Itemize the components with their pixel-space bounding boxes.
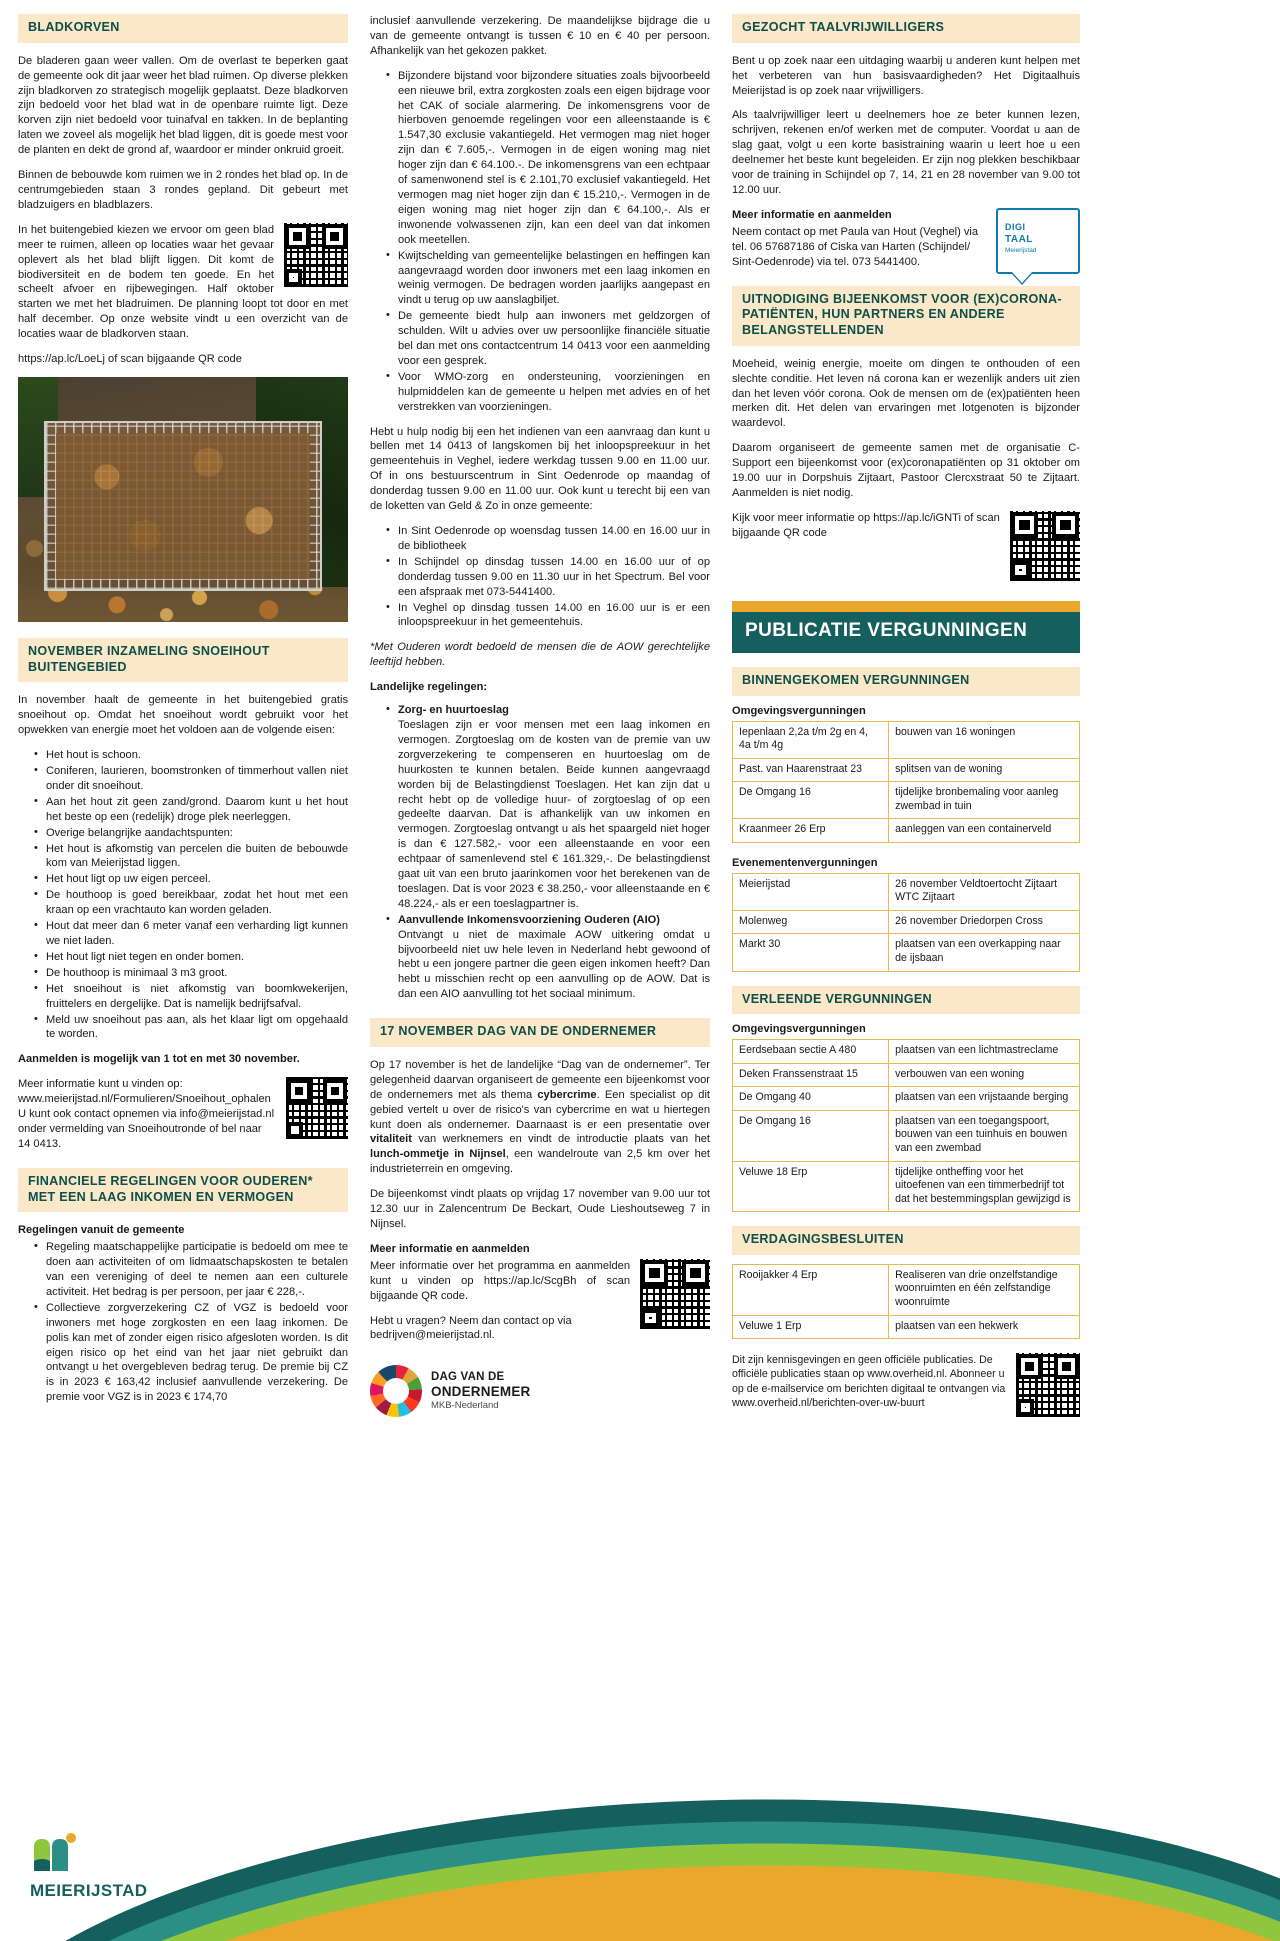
section-heading-verleende-vergunningen: VERLEENDE VERGUNNINGEN bbox=[732, 986, 1080, 1015]
financieel-subheading: Regelingen vanuit de gemeente bbox=[18, 1224, 185, 1237]
regeling-title: Aanvullende Inkomensvoorziening Ouderen (AIO) bbox=[398, 913, 660, 926]
corona-paragraph-1: Moeheid, weinig energie, moeite om dingen te onthouden of een slechte conditie. Het leven ná corona kan er wezenlijk anders uit zien dan het leven vóór corona. Ook de mensen om de (ex)patiënten heen merken dit. Het delen van ervaringen met lotgenoten is bijzonder waardevol. bbox=[732, 357, 1080, 430]
list-item: • De gemeente biedt hulp aan inwoners met geldzorgen of schulden. Wilt u advies over uw persoonlijke financiële situatie bel dan met ons contactcentrum 14 0413 voor een aanmelding voor een gesprek. bbox=[386, 309, 710, 369]
section-heading-taalvrijwilligers: GEZOCHT TAALVRIJWILLIGERS bbox=[732, 14, 1080, 43]
middle-column bbox=[370, 14, 710, 1417]
list-item: • Coniferen, laurieren, boomstronken of timmerhout vallen niet onder dit snoeihout. bbox=[34, 764, 348, 794]
banner-accent-bar bbox=[732, 601, 1080, 612]
table-caption-evenementenvergunningen: Evenementenvergunningen bbox=[732, 856, 878, 869]
landelijke-regelingen-list bbox=[370, 703, 710, 1002]
landelijke-regelingen-subheading: Landelijke regelingen: bbox=[370, 681, 488, 694]
table-row bbox=[733, 1063, 1080, 1087]
snoeihout-intro: In november haalt de gemeente in het buitengebied gratis snoeihout op. Omdat het snoeihout wordt gebruikt voor het opwekken van energie moet het voldoen aan de volgende eisen: bbox=[18, 694, 348, 737]
list-item: • Meld uw snoeihout pas aan, als het klaar ligt om opgehaald te worden. bbox=[34, 1013, 348, 1043]
list-item: • Het hout ligt niet tegen en onder bomen. bbox=[34, 950, 348, 965]
ondernemer-p1-b: cybercrime bbox=[537, 1088, 597, 1101]
table-cell-description: plaatsen van een toegangspoort, bouwen van een tuinhuis en bouwen van een zwembad bbox=[889, 1110, 1080, 1161]
financieel-continuation: inclusief aanvullende verzekering. De maandelijkse bijdrage die u van de gemeente ontvangt is tussen € 10 en € 40 per persoon. Afhankelijk van het gekozen pakket. bbox=[370, 15, 710, 57]
table-caption-omgevingsvergunningen-verleend: Omgevingsvergunningen bbox=[732, 1023, 866, 1036]
section-heading-binnengekomen-vergunningen: BINNENGEKOMEN VERGUNNINGEN bbox=[732, 667, 1080, 696]
list-item: • Overige belangrijke aandachtspunten: bbox=[34, 826, 348, 841]
ondernemer-p1-f: lunch-ommetje in Nijnsel bbox=[370, 1148, 506, 1161]
table-row bbox=[733, 782, 1080, 819]
taalvrijwilligers-subheading: Meer informatie en aanmelden bbox=[732, 208, 892, 221]
list-item: • Het snoeihout is niet afkomstig van boomkwekerijen, fruittelers en dergelijke. Dat is namelijk bedrijfsafval. bbox=[34, 982, 348, 1012]
table-cell-description: tijdelijke bronbemaling voor aanleg zwembad in tuin bbox=[889, 782, 1080, 819]
list-item: • Kwijtschelding van gemeentelijke belastingen en heffingen kan aangevraagd worden door inwoners met een laag inkomen en weinig vermogen. De bedragen worden jaarlijks aangepast en vindt u terug op uw aanslagbiljet. bbox=[386, 249, 710, 309]
banner-title: PUBLICATIE VERGUNNINGEN bbox=[732, 612, 1080, 653]
meierijstad-mark-icon bbox=[30, 1831, 78, 1875]
qr-code-corona[interactable] bbox=[1010, 511, 1080, 581]
list-item: • Regeling maatschappelijke participatie is bedoeld om mee te doen aan activiteiten of om lidmaatschapskosten te betalen van een vereniging of deel te nemen aan een culturele activiteit. Het bedrag is per persoon, per jaar € 228,-. bbox=[34, 1240, 348, 1300]
table-cell-description: bouwen van 16 woningen bbox=[889, 721, 1080, 758]
table-cell-location: Past. van Haarenstraat 23 bbox=[733, 758, 889, 782]
bladkorven-paragraph-1: De bladeren gaan weer vallen. Om de overlast te beperken gaat de gemeente ook dit jaar weer het blad ruimen. Op diverse plekken zijn bladkorven zo strategisch mogelijk geplaatst. Deze bladkorven zijn bedoeld voor het blad wat in de openbare ruimte ligt. Deze korven zijn niet bedoeld voor tuinafval en takken. In de beplanting laten we zoveel als mogelijk het blad liggen, dit is goede mest voor de planten en dekt de grond af, waardoor er minder onkruid groeit. bbox=[18, 54, 348, 157]
table-row bbox=[733, 873, 1080, 910]
list-item: • De houthoop is minimaal 3 m3 groot. bbox=[34, 966, 348, 981]
sdg-wheel-icon bbox=[370, 1365, 422, 1417]
table-cell-location: Molenweg bbox=[733, 910, 889, 934]
list-item bbox=[386, 913, 710, 1002]
ondernemer-p1-a: Op 17 november is het de landelijke “Dag van de ondernemer”. Ter gelegenheid daarvan organiseert de gemeente een bijeenkomst voor de ondernemers met als thema bbox=[370, 1058, 710, 1101]
table-cell-description: 26 november Veldtoertocht Zijtaart WTC Zijtaart bbox=[889, 873, 1080, 910]
table-row bbox=[733, 1040, 1080, 1064]
table-cell-location: Kraanmeer 26 Erp bbox=[733, 819, 889, 843]
table-verdagingsbesluiten bbox=[732, 1264, 1080, 1339]
digitaal-huis-logo bbox=[996, 208, 1080, 274]
taalvrijwilligers-paragraph-3: Neem contact op met Paula van Hout (Veghel) via tel. 06 57687186 of Ciska van Harten (Schijndel/ Sint-Oedenrode) via tel. 073 5441400. bbox=[732, 225, 979, 268]
table-cell-location: Veluwe 1 Erp bbox=[733, 1315, 889, 1339]
table-cell-location: Meierijstad bbox=[733, 873, 889, 910]
financieel-gemeente-list bbox=[18, 1240, 348, 1405]
snoeihout-requirements-list bbox=[18, 748, 348, 1042]
snoeihout-contact-with-qr bbox=[18, 1077, 348, 1162]
table-cell-description: Realiseren van drie onzelfstandige woonruimten en één zelfstandige woonruimte bbox=[889, 1264, 1080, 1315]
list-item: • Het hout is afkomstig van percelen die buiten de bebouwde kom van Meierijstad liggen. bbox=[34, 842, 348, 872]
loket-list bbox=[370, 524, 710, 630]
bladkorven-paragraph-3: In het buitengebied kiezen we ervoor om geen blad meer te ruimen, alleen op locaties waar het gevaar oplevert als het blad blijft liggen. Dit komt de biodiversiteit en de bodem ten goede. En het scheelt afvoer en rijbewegingen. Half oktober starten we met het bladruimen. De planning loopt tot door en met half december. Op onze website vindt u een overzicht van de locaties waar de bladkorven staan. bbox=[18, 223, 348, 341]
publicatie-disclaimer: Dit zijn kennisgevingen en geen officiële publicaties. De officiële publicaties staan op www.overheid.nl. Abonneer u op de e-mailservice om berichten digitaal te ontvangen via www.overheid.nl/berichten-over-uw-buurt bbox=[732, 1354, 1006, 1409]
section-heading-dag-van-de-ondernemer: 17 NOVEMBER DAG VAN DE ONDERNEMER bbox=[370, 1018, 710, 1047]
snoeihout-deadline: Aanmelden is mogelijk van 1 tot en met 30 november. bbox=[18, 1053, 300, 1066]
ondernemer-paragraph-1 bbox=[370, 1058, 710, 1177]
ondernemer-paragraph-2: De bijeenkomst vindt plaats op vrijdag 17 november van 9.00 uur tot 12.30 uur in Zalencentrum De Beckart, Oude Lieshoutseweg 7 in Nijnsel. bbox=[370, 1188, 710, 1230]
table-cell-description: plaatsen van een overkapping naar de ijsbaan bbox=[889, 934, 1080, 971]
table-row bbox=[733, 758, 1080, 782]
dvo-logo-line2: ONDERNEMER bbox=[431, 1383, 531, 1399]
table-row bbox=[733, 721, 1080, 758]
table-cell-location: De Omgang 40 bbox=[733, 1087, 889, 1111]
section-heading-corona-bijeenkomst: UITNODIGING BIJEENKOMST VOOR (EX)CORONA-PATIËNTEN, HUN PARTNERS EN ANDERE BELANGSTELLENDEN bbox=[732, 286, 1080, 346]
table-cell-description: tijdelijke ontheffing voor het uitoefenen van een timmerbedrijf tot dat het bestemmingsplan gewijzigd is bbox=[889, 1161, 1080, 1212]
publicatie-vergunningen-banner bbox=[732, 601, 1080, 653]
taalvrijwilligers-paragraph-1: Bent u op zoek naar een uitdaging waarbij u anderen kunt helpen met het verbeteren van hun basisvaardigheden? Het Digitaalhuis Meierijstad is op zoek naar vrijwilligers. bbox=[732, 54, 1080, 97]
taalvrijwilligers-paragraph-2: Als taalvrijwilliger leert u deelnemers hoe ze beter kunnen lezen, schrijven, rekenen en/of werken met de computer. Voordat u aan de slag gaat, volgt u een korte basistraining waarin u leert hoe u een deelnemer het beste kunt begeleiden. Er zijn nog plekken beschikbaar voor de training in Schijndel op 7, 14, 21 en 28 november van 9.00 tot 12.00 uur. bbox=[732, 109, 1080, 196]
table-cell-location: Markt 30 bbox=[733, 934, 889, 971]
section-heading-verdagingsbesluiten: VERDAGINGSBESLUITEN bbox=[732, 1226, 1080, 1255]
financieel-extra-list bbox=[370, 69, 710, 415]
table-row bbox=[733, 1110, 1080, 1161]
bladkorf-photo bbox=[18, 377, 348, 622]
table-caption-omgevingsvergunningen-binnengekomen: Omgevingsvergunningen bbox=[732, 704, 866, 717]
right-column bbox=[732, 14, 1080, 1421]
table-cell-description: aanleggen van een containerveld bbox=[889, 819, 1080, 843]
table-cell-location: Veluwe 18 Erp bbox=[733, 1161, 889, 1212]
table-cell-description: 26 november Driedorpen Cross bbox=[889, 910, 1080, 934]
page-footer bbox=[0, 1791, 1280, 1941]
corona-info-with-qr bbox=[732, 511, 1080, 585]
table-evenementenvergunningen bbox=[732, 873, 1080, 972]
dhuis-line1: DIGI bbox=[1005, 221, 1026, 232]
table-cell-location: Deken Franssenstraat 15 bbox=[733, 1063, 889, 1087]
list-item: • In Schijndel op dinsdag tussen 14.00 en 16.00 uur of op donderdag tussen 9.00 en 11.30 uur in het Spectrum. Bel voor een afspraak met 073-5441400. bbox=[386, 555, 710, 600]
list-item: • Bijzondere bijstand voor bijzondere situaties zoals bijvoorbeeld een nieuwe bril, extra zorgkosten zoals een eigen bijdrage voor het CAK of sociale alarmering. De inkomensgrens voor de hierboven genoemde regelingen voor een alleenstaande is € 1.547,30 exclusie vakantiegeld. Het vermogen mag niet hoger zijn dan € 7.605,-. Vermogen in de eigen woning mag niet hoger zijn dan € 64.100.-. De inkomensgrens van een echtpaar of samenwonend stel is € 2.101,70 exclusief vakantiegeld. Het vermogen mag niet hoger zijn dan € 15.210,-. Vermogen in de eigen woning mag niet hoger zijn dan € 64.100,-. Als er inwonende volwassenen zijn, kan een deel van dat inkomen ook meetellen. bbox=[386, 69, 710, 248]
list-item: • Aan het hout zit geen zand/grond. Daarom kunt u het hout het beste op een (redelijk) droge plek neerleggen. bbox=[34, 795, 348, 825]
qr-code-snoeihout[interactable] bbox=[286, 1077, 348, 1139]
corona-paragraph-2: Daarom organiseert de gemeente samen met de organisatie C-Support een bijeenkomst voor (ex)coronapatiënten op 31 oktober om 19.00 uur in Dorpshuis Zijtaart, Pastoor Clercxstraat 50 te Zijtaart. Aanmelden is niet nodig. bbox=[732, 442, 1080, 499]
table-cell-location: De Omgang 16 bbox=[733, 1110, 889, 1161]
dhuis-line4: Meierijstad bbox=[1005, 246, 1037, 254]
regeling-text: Toeslagen zijn er voor mensen met een laag inkomen en vermogen. Zorgtoeslag om de kosten van de premie van uw zorgverzekering te compenseren en huurtoeslag om de huurkosten te kunnen betalen. Beide kunnen aangevraagd worden bij de Belastingdienst Toeslagen. Het kan zijn dat u recht hebt op de volledige huur- of zorgtoeslag of op een gedeelte daarvan. Dat is afhankelijk van uw inkomen en vermogen. Zorgtoeslag ontvangt u als het spaargeld niet hoger is dan € 127.582,- voor een alleenstaande en voor een echtpaar of samenlevend stel € 161.329,-. De belastingdienst gaat uit van een bruto jaarinkomen voor het berekenen van de toeslagen. Dat is voor 2023 € 38.250,- voor alleenstaande en € 48.224,- als er een toeslagpartner is. bbox=[398, 718, 710, 910]
table-cell-description: plaatsen van een vrijstaande berging bbox=[889, 1087, 1080, 1111]
qr-code-publicaties[interactable] bbox=[1016, 1353, 1080, 1417]
table-row bbox=[733, 1087, 1080, 1111]
financieel-footnote: *Met Ouderen wordt bedoeld de mensen die de AOW gerechtelijke leeftijd hebben. bbox=[370, 641, 710, 669]
taalvrijwilligers-contact-block bbox=[732, 208, 1080, 280]
dag-van-de-ondernemer-logo bbox=[370, 1365, 710, 1417]
list-item: • Voor WMO-zorg en ondersteuning, voorzieningen en hulpmiddelen kan de gemeente u helpen met advies en of het verstrekken van voorzieningen. bbox=[386, 370, 710, 415]
publicatie-disclaimer-with-qr bbox=[732, 1353, 1080, 1421]
three-column-layout bbox=[18, 14, 1262, 1804]
financieel-help-paragraph: Hebt u hulp nodig bij een het indienen van een aanvraag dan kunt u bellen met 14 0413 of langskomen bij het inloopspreekuur in het gemeentehuis in Veghel, iedere werkdag tussen 9.00 en 11.00 uur. Of in ons bestuurscentrum in Sint Oedenrode op maandag of donderdag tussen 9.00 en 11.00 uur. Ook kunt u terecht bij een van de loketten van Geld & Zo in onze gemeente: bbox=[370, 425, 710, 513]
table-row bbox=[733, 1315, 1080, 1339]
section-heading-financiele-regelingen: FINANCIELE REGELINGEN VOOR OUDEREN* MET EEN LAAG INKOMEN EN VERMOGEN bbox=[18, 1168, 348, 1212]
dhuis-line2: TAAL bbox=[1005, 233, 1033, 245]
bladkorven-text-with-qr bbox=[18, 223, 348, 352]
qr-code-bladkorven[interactable] bbox=[284, 223, 348, 287]
ondernemer-paragraph-4: Hebt u vragen? Neem dan contact op via bedrijven@meierijstad.nl. bbox=[370, 1314, 572, 1342]
list-item: • Het hout ligt op uw eigen perceel. bbox=[34, 872, 348, 887]
logo-name-part-b: STAD bbox=[100, 1881, 148, 1900]
table-cell-location: Eerdsebaan sectie A 480 bbox=[733, 1040, 889, 1064]
table-row bbox=[733, 910, 1080, 934]
regeling-text: Ontvangt u niet de maximale AOW uitkering omdat u bijvoorbeeld niet uw hele leven in Nederland hebt gewoond of hebt u een jongere partner die geen eigen inkomen heeft? Dan hebt u misschien recht op een aanvulling op de AOW. Dat is dan een AIO aanvulling tot het sociaal minimum. bbox=[398, 928, 710, 1001]
table-cell-description: verbouwen van een woning bbox=[889, 1063, 1080, 1087]
ondernemer-info-with-qr bbox=[370, 1259, 710, 1354]
table-cell-description: splitsen van de woning bbox=[889, 758, 1080, 782]
table-verleende-omgevingsvergunningen bbox=[732, 1039, 1080, 1212]
logo-name-part-a: MEIERIJ bbox=[30, 1881, 101, 1900]
ondernemer-p1-c: . Een specialist op dit gebied vertelt u over de risico's van cybercrime en wat u hiertegen kunt doen als ondernemer. Daarnaast is er een presentatie over bbox=[370, 1088, 710, 1131]
corona-paragraph-3: Kijk voor meer informatie op https://ap.lc/iGNTi of scan bijgaande QR code bbox=[732, 511, 1000, 539]
dvo-logo-line3: MKB-Nederland bbox=[431, 1400, 499, 1412]
list-item: • In Sint Oedenrode op woensdag tussen 14.00 en 16.00 uur in de bibliotheek bbox=[386, 524, 710, 554]
qr-code-ondernemer[interactable] bbox=[640, 1259, 710, 1329]
ondernemer-p1-e: van werknemers en vindt de introductie plaats van het bbox=[411, 1133, 710, 1146]
meierijstad-logo bbox=[30, 1831, 147, 1901]
section-heading-bladkorven: BLADKORVEN bbox=[18, 14, 348, 43]
list-item: • De houthoop is goed bereikbaar, zodat het hout met een kraan op een vrachtauto kan worden geladen. bbox=[34, 888, 348, 918]
table-row bbox=[733, 1264, 1080, 1315]
snoeihout-contact: Meer informatie kunt u vinden op: www.meierijstad.nl/Formulieren/Snoeihout_ophalen U kunt ook contact opnemen via info@meierijstad.nl onder vermelding van Snoeihoutronde of bel naar 14 0413. bbox=[18, 1078, 275, 1150]
list-item: • Hout dat meer dan 6 meter vanaf een verharding ligt kunnen we niet laden. bbox=[34, 919, 348, 949]
table-cell-location: Iepenlaan 2,2a t/m 2g en 4, 4a t/m 4g bbox=[733, 721, 889, 758]
list-item bbox=[386, 703, 710, 912]
table-cell-location: Rooijakker 4 Erp bbox=[733, 1264, 889, 1315]
left-column bbox=[18, 14, 348, 1415]
table-binnengekomen-omgevingsvergunningen bbox=[732, 721, 1080, 843]
table-cell-location: De Omgang 16 bbox=[733, 782, 889, 819]
list-item: • In Veghel op dinsdag tussen 14.00 en 16.00 uur is er een inloopspreekuur in het gemeentehuis. bbox=[386, 601, 710, 631]
section-heading-snoeihout: NOVEMBER INZAMELING SNOEIHOUT BUITENGEBIED bbox=[18, 638, 348, 682]
list-item: • Het hout is schoon. bbox=[34, 748, 348, 763]
ondernemer-p1-g: , een wandelroute van 2,5 km over het industrieterrein en omgeving. bbox=[370, 1148, 711, 1176]
table-row bbox=[733, 934, 1080, 971]
ondernemer-paragraph-3: Meer informatie over het programma en aanmelden kunt u vinden op https://ap.lc/ScgBh of scan bijgaande QR code. bbox=[370, 1259, 630, 1302]
list-item: • Collectieve zorgverzekering CZ of VGZ is bedoeld voor inwoners met hoge zorgkosten en een laag inkomen. De polis kan met of zonder eigen risico afgesloten worden. Is dit eigen risico op het eind van het jaar niet gebruikt dan ontvangt u het overgebleven bedrag terug. De premie bij CZ is in 2023 € 163,42 inclusief aanvullende verzekering. De premie voor VGZ is in 2023 € 174,70 bbox=[34, 1301, 348, 1405]
meierijstad-wordmark bbox=[30, 1881, 147, 1901]
table-row bbox=[733, 819, 1080, 843]
bladkorven-link[interactable]: https://ap.lc/LoeLj of scan bijgaande QR code bbox=[18, 353, 242, 366]
ondernemer-p1-d: vitaliteit bbox=[370, 1133, 412, 1146]
table-cell-description: plaatsen van een lichtmastreclame bbox=[889, 1040, 1080, 1064]
dvo-logo-line1: DAG VAN DE bbox=[431, 1370, 505, 1383]
table-row bbox=[733, 1161, 1080, 1212]
ondernemer-subheading: Meer informatie en aanmelden bbox=[370, 1242, 530, 1255]
table-cell-description: plaatsen van een hekwerk bbox=[889, 1315, 1080, 1339]
bladkorven-paragraph-2: Binnen de bebouwde kom ruimen we in 2 rondes het blad op. In de centrumgebieden staan 3 rondes gepland. Dit gebeurt met bladzuigers en bladblazers. bbox=[18, 169, 348, 211]
regeling-title: Zorg- en huurtoeslag bbox=[398, 704, 509, 717]
